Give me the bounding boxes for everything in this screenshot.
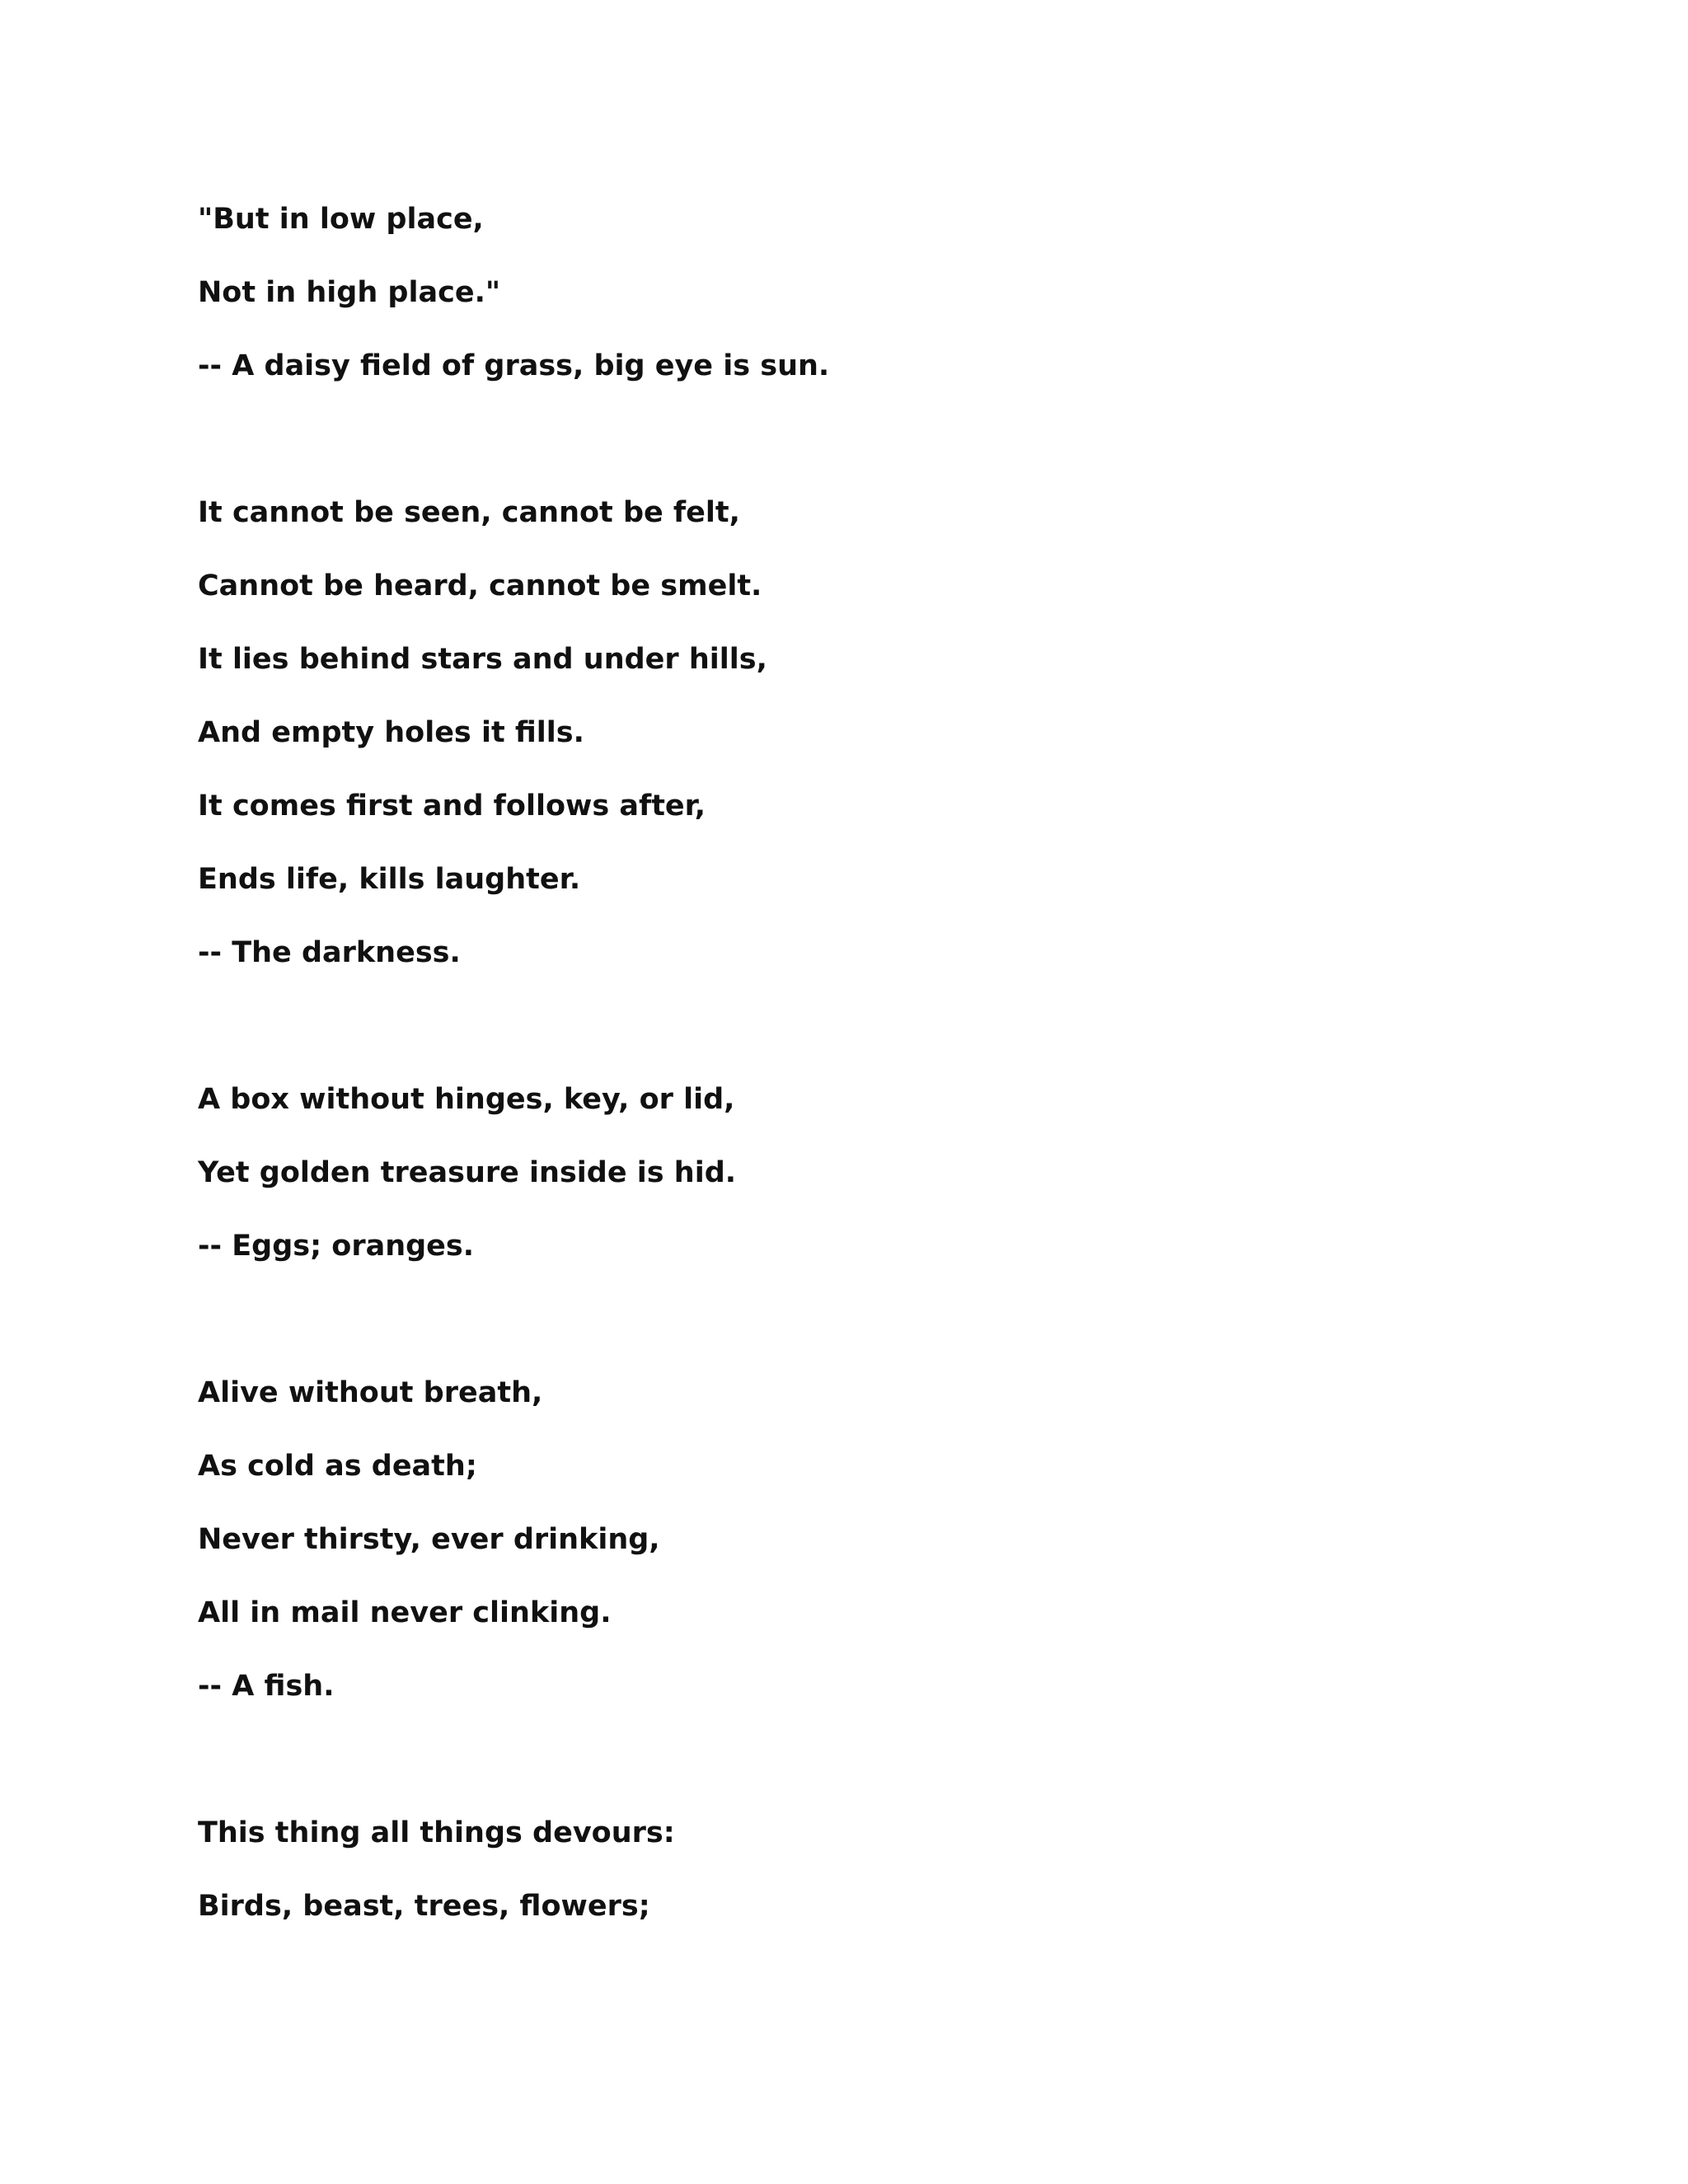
riddle-line: It comes first and follows after, (198, 790, 706, 823)
riddle-line: Ends life, kills laughter. (198, 863, 581, 896)
riddle-line: This thing all things devours: (198, 1816, 675, 1849)
riddle-answer: -- A fish. (198, 1670, 335, 1703)
riddle-line: It cannot be seen, cannot be felt, (198, 496, 740, 529)
riddle-line: And empty holes it fills. (198, 716, 584, 749)
riddle-stanza-4 (198, 1357, 1484, 1723)
riddle-answer: -- A daisy field of grass, big eye is sun. (198, 349, 830, 382)
riddle-stanza-3 (198, 1063, 1484, 1283)
riddle-stanza-5 (198, 1797, 1484, 1943)
riddle-stanza-2 (198, 476, 1484, 990)
riddle-line: "But in low place, (198, 203, 484, 236)
riddle-line: Cannot be heard, cannot be smelt. (198, 569, 762, 602)
document-body (198, 183, 1484, 1943)
riddle-answer: -- The darkness. (198, 936, 461, 969)
riddle-line: Alive without breath, (198, 1376, 543, 1409)
riddle-line: Yet golden treasure inside is hid. (198, 1156, 737, 1189)
riddle-line: All in mail never clinking. (198, 1596, 612, 1629)
riddle-line: Not in high place." (198, 276, 501, 309)
riddle-line: It lies behind stars and under hills, (198, 643, 767, 676)
riddle-line: A box without hinges, key, or lid, (198, 1083, 735, 1116)
riddle-line: As cold as death; (198, 1450, 477, 1483)
riddle-stanza-1 (198, 183, 1484, 403)
riddle-answer: -- Eggs; oranges. (198, 1230, 475, 1263)
riddle-line: Birds, beast, trees, flowers; (198, 1890, 650, 1923)
riddle-line: Never thirsty, ever drinking, (198, 1523, 660, 1556)
